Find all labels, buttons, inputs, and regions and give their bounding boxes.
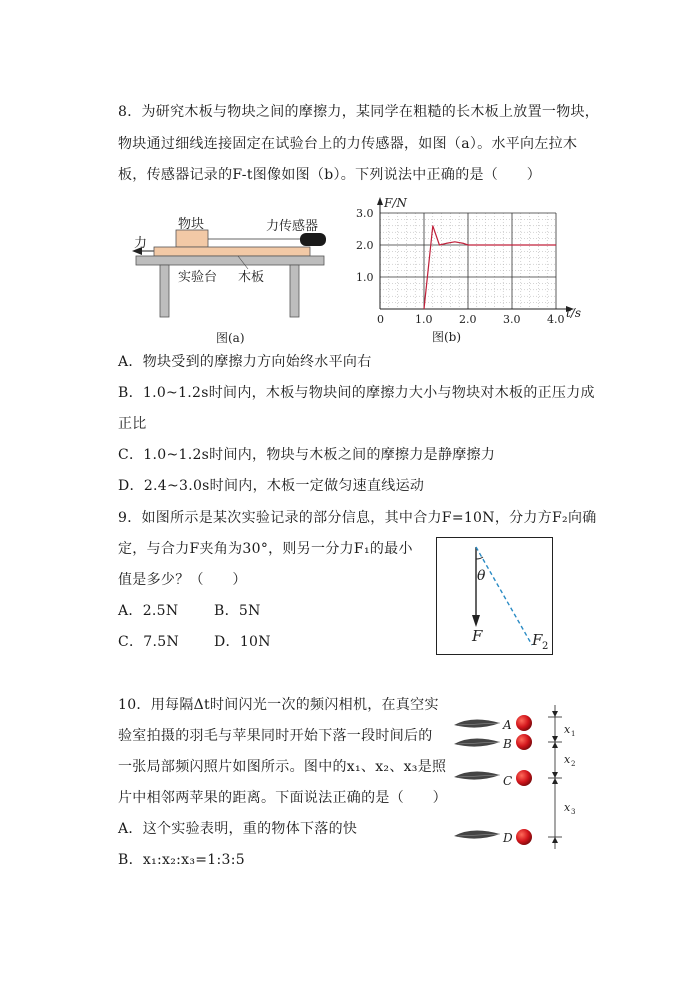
q9-option-c[interactable]: C．7.5N [118, 634, 180, 650]
q8-figure-a [120, 205, 340, 350]
apple-C [516, 770, 532, 786]
q10-stem-line2: 验室拍摄的羽毛与苹果同时开始下落一段时间后的 [118, 728, 433, 744]
label-D: D [503, 831, 513, 845]
label-B: B [503, 737, 512, 751]
q8-stem-line2: 物块通过细线连接固定在试验台上的力传感器，如图（a）。水平向左拉木 [118, 136, 578, 152]
F2-subscript: 2 [542, 641, 549, 652]
q10-figure [450, 703, 580, 853]
chart-y-label: F/N [384, 196, 407, 210]
y-axis-arrow [377, 197, 383, 205]
y-tick-label: 3.0 [356, 207, 374, 220]
apple-D [516, 829, 532, 845]
board-label: 木板 [238, 270, 265, 285]
apple-A [516, 715, 532, 731]
series-line-F [424, 226, 556, 309]
q9-stem-line3: 值是多少？（ ） [118, 572, 247, 588]
q8-option-d[interactable]: D．2.4~3.0s时间内，木板一定做匀速直线运动 [118, 478, 425, 494]
bench-label: 实验台 [178, 270, 218, 285]
x-tick-label: 1.0 [415, 313, 433, 326]
label-C: C [503, 774, 513, 788]
x-tick-label: 0 [377, 313, 384, 326]
q9-option-a[interactable]: A．2.5N [118, 603, 179, 619]
q9-option-b[interactable]: B．5N [214, 603, 261, 619]
feather-B [454, 738, 500, 746]
feather-C [454, 771, 500, 779]
x1-subscript: 1 [571, 730, 576, 738]
q9-stem-line2: 定，与合力F夹角为30°，则另一分力F₁的最小 [118, 541, 413, 557]
feather-A [454, 719, 500, 727]
pull-force-label: 力 [134, 236, 148, 251]
wood-board [154, 247, 310, 256]
bench-leg-right [290, 265, 299, 317]
F2-label: F [532, 631, 543, 649]
q8-option-a[interactable]: A．物块受到的摩擦力方向始终水平向右 [118, 354, 372, 370]
label-A: A [503, 718, 512, 732]
F-label: F [472, 627, 483, 645]
bench-top [136, 256, 324, 265]
x2-subscript: 2 [571, 760, 576, 768]
block [176, 230, 208, 247]
q8-option-b-line2[interactable]: 正比 [118, 416, 147, 432]
q10-option-b[interactable]: B．x₁:x₂:x₃=1:3:5 [118, 852, 245, 868]
x-tick-label: 3.0 [503, 313, 521, 326]
feather-D [454, 830, 500, 838]
x1-label: x [564, 723, 571, 736]
theta-label: θ [477, 568, 486, 584]
force-sensor [300, 233, 326, 246]
x3-subscript: 3 [571, 808, 576, 816]
x2-label: x [564, 753, 571, 766]
q9-stem-line1: 9．如图所示是某次实验记录的部分信息，其中合力F=10N，分力方F₂向确 [118, 510, 597, 526]
x-tick-label: 2.0 [459, 313, 477, 326]
q10-stem-line3: 一张局部频闪照片如图所示。图中的x₁、x₂、x₃是照 [118, 759, 447, 775]
x-tick-label: 4.0 [547, 313, 565, 326]
chart-x-label: t/s [566, 306, 582, 320]
q8-stem-line1: 8．为研究木板与物块之间的摩擦力，某同学在粗糙的长木板上放置一物块， [118, 104, 600, 120]
sensor-label: 力传感器 [266, 219, 319, 234]
q8-figure-b-chart [350, 193, 590, 353]
q9-option-d[interactable]: D．10N [214, 634, 271, 650]
apple-B [516, 734, 532, 750]
q8-option-c[interactable]: C．1.0~1.2s时间内，物块与木板之间的摩擦力是静摩擦力 [118, 447, 496, 463]
fig-a-caption: 图(a) [216, 331, 245, 345]
y-tick-label: 2.0 [356, 239, 374, 252]
bench-leg-left [160, 265, 169, 317]
q9-figure [436, 537, 554, 657]
q10-stem-line4: 片中相邻两苹果的距离。下面说法正确的是（ ） [118, 790, 447, 806]
q8-option-b-line1[interactable]: B．1.0~1.2s时间内，木板与物块间的摩擦力大小与物块对木板的正压力成 [118, 385, 595, 401]
x3-label: x [564, 801, 571, 814]
q8-stem-line3: 板，传感器记录的F-t图像如图（b）。下列说法中正确的是（ ） [118, 167, 542, 183]
y-tick-label: 1.0 [356, 271, 374, 284]
q10-stem-line1: 10．用每隔Δt时间闪光一次的频闪相机，在真空实 [118, 697, 439, 713]
chart-caption: 图(b) [432, 330, 462, 344]
block-label: 物块 [178, 217, 205, 232]
q10-option-a[interactable]: A．这个实验表明，重的物体下落的快 [118, 821, 358, 837]
